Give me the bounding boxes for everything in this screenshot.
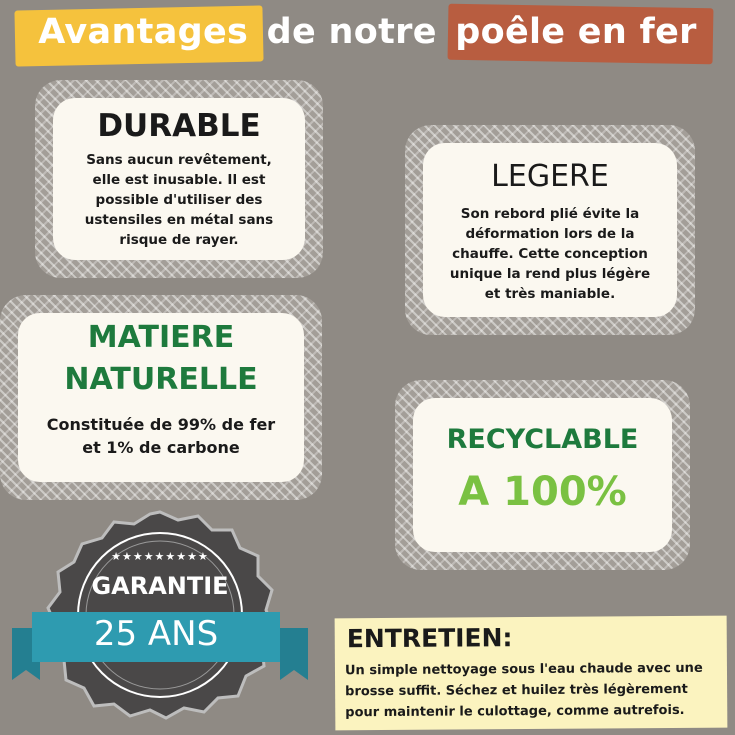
card-durable-title: DURABLE (97, 108, 261, 144)
title-part-3: poêle en fer (455, 12, 697, 52)
guarantee-badge (10, 510, 310, 720)
card-matiere-text: Constituée de 99% de fer et 1% de carbone (46, 415, 276, 457)
badge-label: GARANTIE (91, 572, 229, 600)
entretien-text: Un simple nettoyage sous l'eau chaude avec une brosse suffit. Séchez et huilez très légèrement pour maintenir le culottage, comme autrefois. (344, 660, 703, 721)
card-legere-inner (423, 143, 677, 317)
entretien-note (335, 616, 728, 731)
card-recyclable (395, 380, 690, 570)
card-legere-title: LEGERE (491, 159, 609, 194)
card-recyclable-subtitle: A 100% (458, 469, 627, 515)
header-banner (0, 0, 735, 80)
card-recyclable-title: RECYCLABLE (446, 424, 639, 455)
card-durable-text: Sans aucun revêtement, elle est inusable. Il est possible d'utiliser des ustensiles en métal sans risque de rayer. (84, 152, 274, 248)
title-part-1: Avantages (38, 12, 249, 52)
badge-stars: ★★★★★★★★★ (111, 550, 209, 563)
card-durable-inner (53, 98, 305, 260)
page-title (0, 12, 735, 52)
badge-ribbon-text: 25 ANS (93, 614, 219, 654)
card-legere-text: Son rebord plié évite la déformation lors de la chauffe. Cette conception unique la rend plus légère et très maniable. (449, 206, 651, 302)
card-matiere (0, 295, 322, 500)
card-matiere-inner (18, 313, 304, 482)
entretien-title: ENTRETIEN: (346, 623, 513, 654)
card-matiere-title-line1: MATIERE (87, 320, 235, 355)
title-part-2: de notre (266, 12, 437, 52)
card-durable (35, 80, 323, 278)
card-legere (405, 125, 695, 335)
badge-ribbon (32, 612, 280, 662)
card-matiere-title-line2: NATURELLE (64, 362, 258, 397)
card-recyclable-inner (413, 398, 672, 552)
